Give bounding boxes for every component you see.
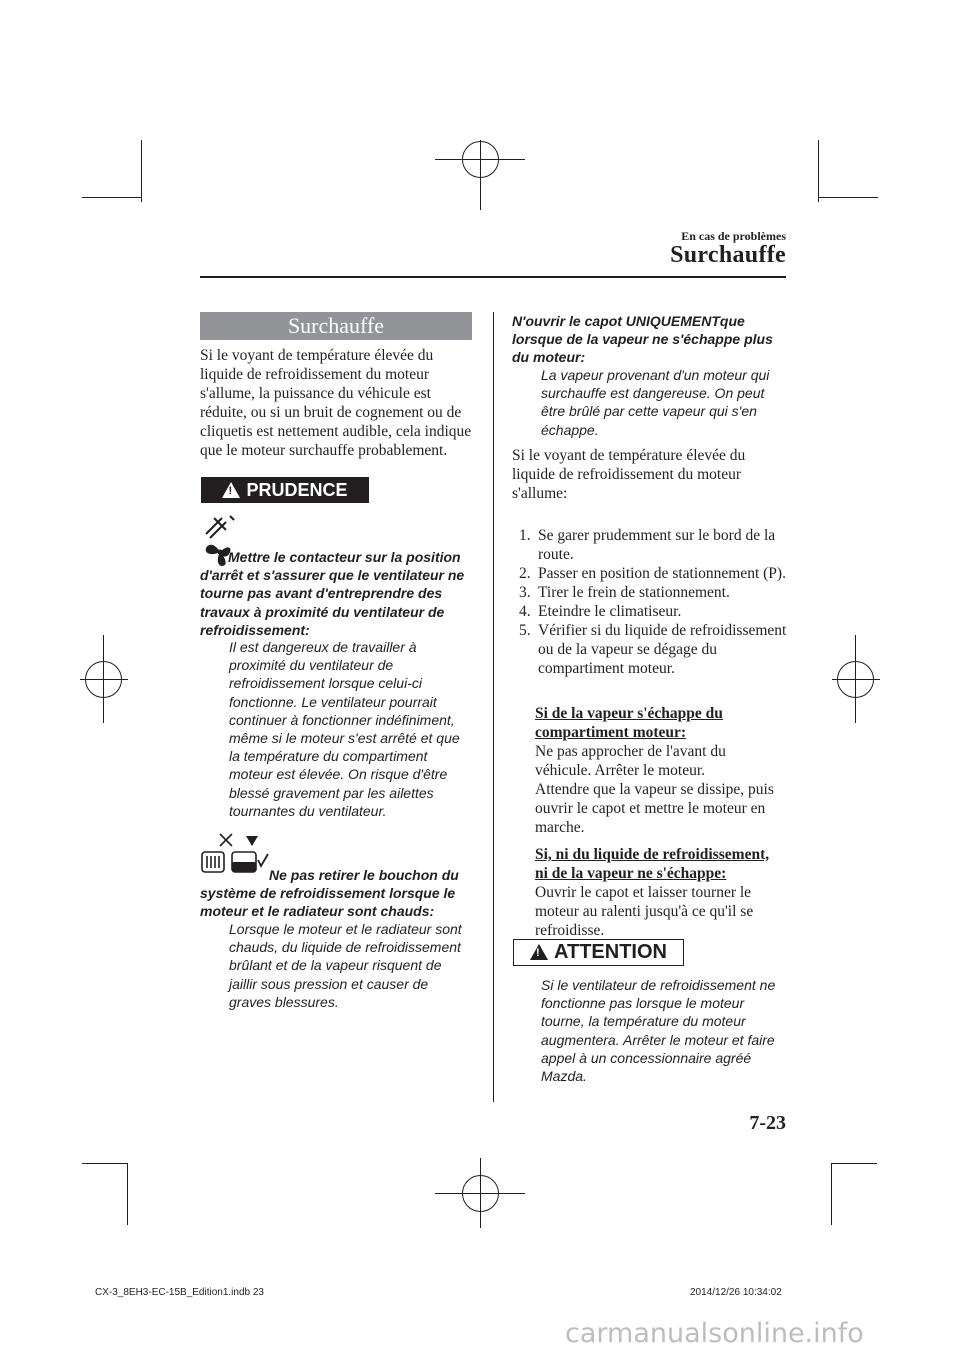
section-title: Surchauffe <box>670 242 786 268</box>
attention-banner <box>513 939 684 966</box>
attention-label: ATTENTION <box>554 941 667 963</box>
warning-hood-body: La vapeur provenant d'un moteur qui surchauffe est dangereuse. On peut être brûlé par cette vapeur qui s'en échappe. <box>541 367 770 438</box>
list-item: 5. Vérifier si du liquide de refroidissement ou de la vapeur se dégage du compartiment moteur. <box>519 622 787 677</box>
steps-list <box>512 526 788 678</box>
list-item: 3. Tirer le frein de stationnement. <box>519 584 730 601</box>
warning-cap-title: Ne pas retirer le bouchon du système de refroidissement lorsque le moteur et le radiateur sont chauds: <box>200 867 459 920</box>
case-no-steam <box>535 845 785 940</box>
page-title: Surchauffe <box>200 312 472 340</box>
column-divider <box>493 312 494 1102</box>
footer-timestamp: 2014/12/26 10:34:02 <box>690 1287 782 1298</box>
page-number: 7-23 <box>749 1112 786 1134</box>
list-item: 4. Eteindre le climatiseur. <box>519 603 682 620</box>
warning-cap-body: Lorsque le moteur et le radiateur sont chauds, du liquide de refroidissement brûlant et de la vapeur risquent de jaillir sous pression et causer de graves blessures. <box>229 921 462 1010</box>
warning-triangle-icon: ! <box>222 482 240 498</box>
condition-paragraph: Si le voyant de température élevée du liquide de refroidissement du moteur s'allume: <box>512 447 746 502</box>
caution-triangle-icon: ! <box>530 944 548 960</box>
watermark: carmanualsonline.info <box>565 1318 864 1349</box>
warning-fan-body: Il est dangereux de travailler à proximité du ventilateur de refroidissement lorsque celui-ci fonctionne. Le ventilateur pourrait continuer à fonctionner indéfiniment, même si le moteur s'est arrêté et que la température du compartiment moteur est élevée. On risque d'être blessé gravement par les ailettes tournantes du ventilateur. <box>229 639 460 819</box>
warning-hood-title: N'ouvrir le capot UNIQUEMENTque lorsque de la vapeur ne s'échappe plus du moteur: <box>512 313 773 366</box>
prudence-banner <box>201 477 369 503</box>
case-steam-line2: Attendre que la vapeur se dissipe, puis ouvrir le capot et mettre le moteur en marche. <box>535 781 774 836</box>
list-item: 2. Passer en position de stationnement (P). <box>519 565 786 582</box>
section-label: En cas de problèmes <box>681 229 786 243</box>
attention-body: Si le ventilateur de refroidissement ne fonctionne pas lorsque le moteur tourne, la température du moteur augmentera. Arrêter le moteur et faire appel à un concessionnaire agréé Mazda. <box>541 977 776 1085</box>
warning-fan-title: Mettre le contacteur sur la position d'arrêt et s'assurer que le ventilateur ne tourne pas avant d'entreprendre des travaux à proximité du ventilateur de refroidissement: <box>200 549 465 638</box>
intro-paragraph: Si le voyant de température élevée du liquide de refroidissement du moteur s'allume, la puissance du véhicule est réduite, ou si un bruit de cognement ou de cliquetis est nettement audible, cela indique que le moteur surchauffe probablement. <box>200 347 472 459</box>
case-steam <box>535 704 785 837</box>
footer-file: CX-3_8EH3-EC-15B_Edition1.indb 23 <box>95 1287 264 1298</box>
list-item: 1. Se garer prudemment sur le bord de la route. <box>519 527 776 563</box>
case-no-steam-heading: Si, ni du liquide de refroidissement, ni de la vapeur ne s'échappe: <box>535 846 770 882</box>
case-steam-heading: Si de la vapeur s'échappe du compartiment moteur: <box>535 705 723 741</box>
case-no-steam-line1: Ouvrir le capot et laisser tourner le moteur au ralenti jusqu'à ce qu'il se refroidisse. <box>535 884 754 939</box>
prudence-label: PRUDENCE <box>246 480 348 500</box>
header-rule <box>200 276 786 278</box>
case-steam-line1: Ne pas approcher de l'avant du véhicule. Arrêter le moteur. <box>535 743 726 779</box>
